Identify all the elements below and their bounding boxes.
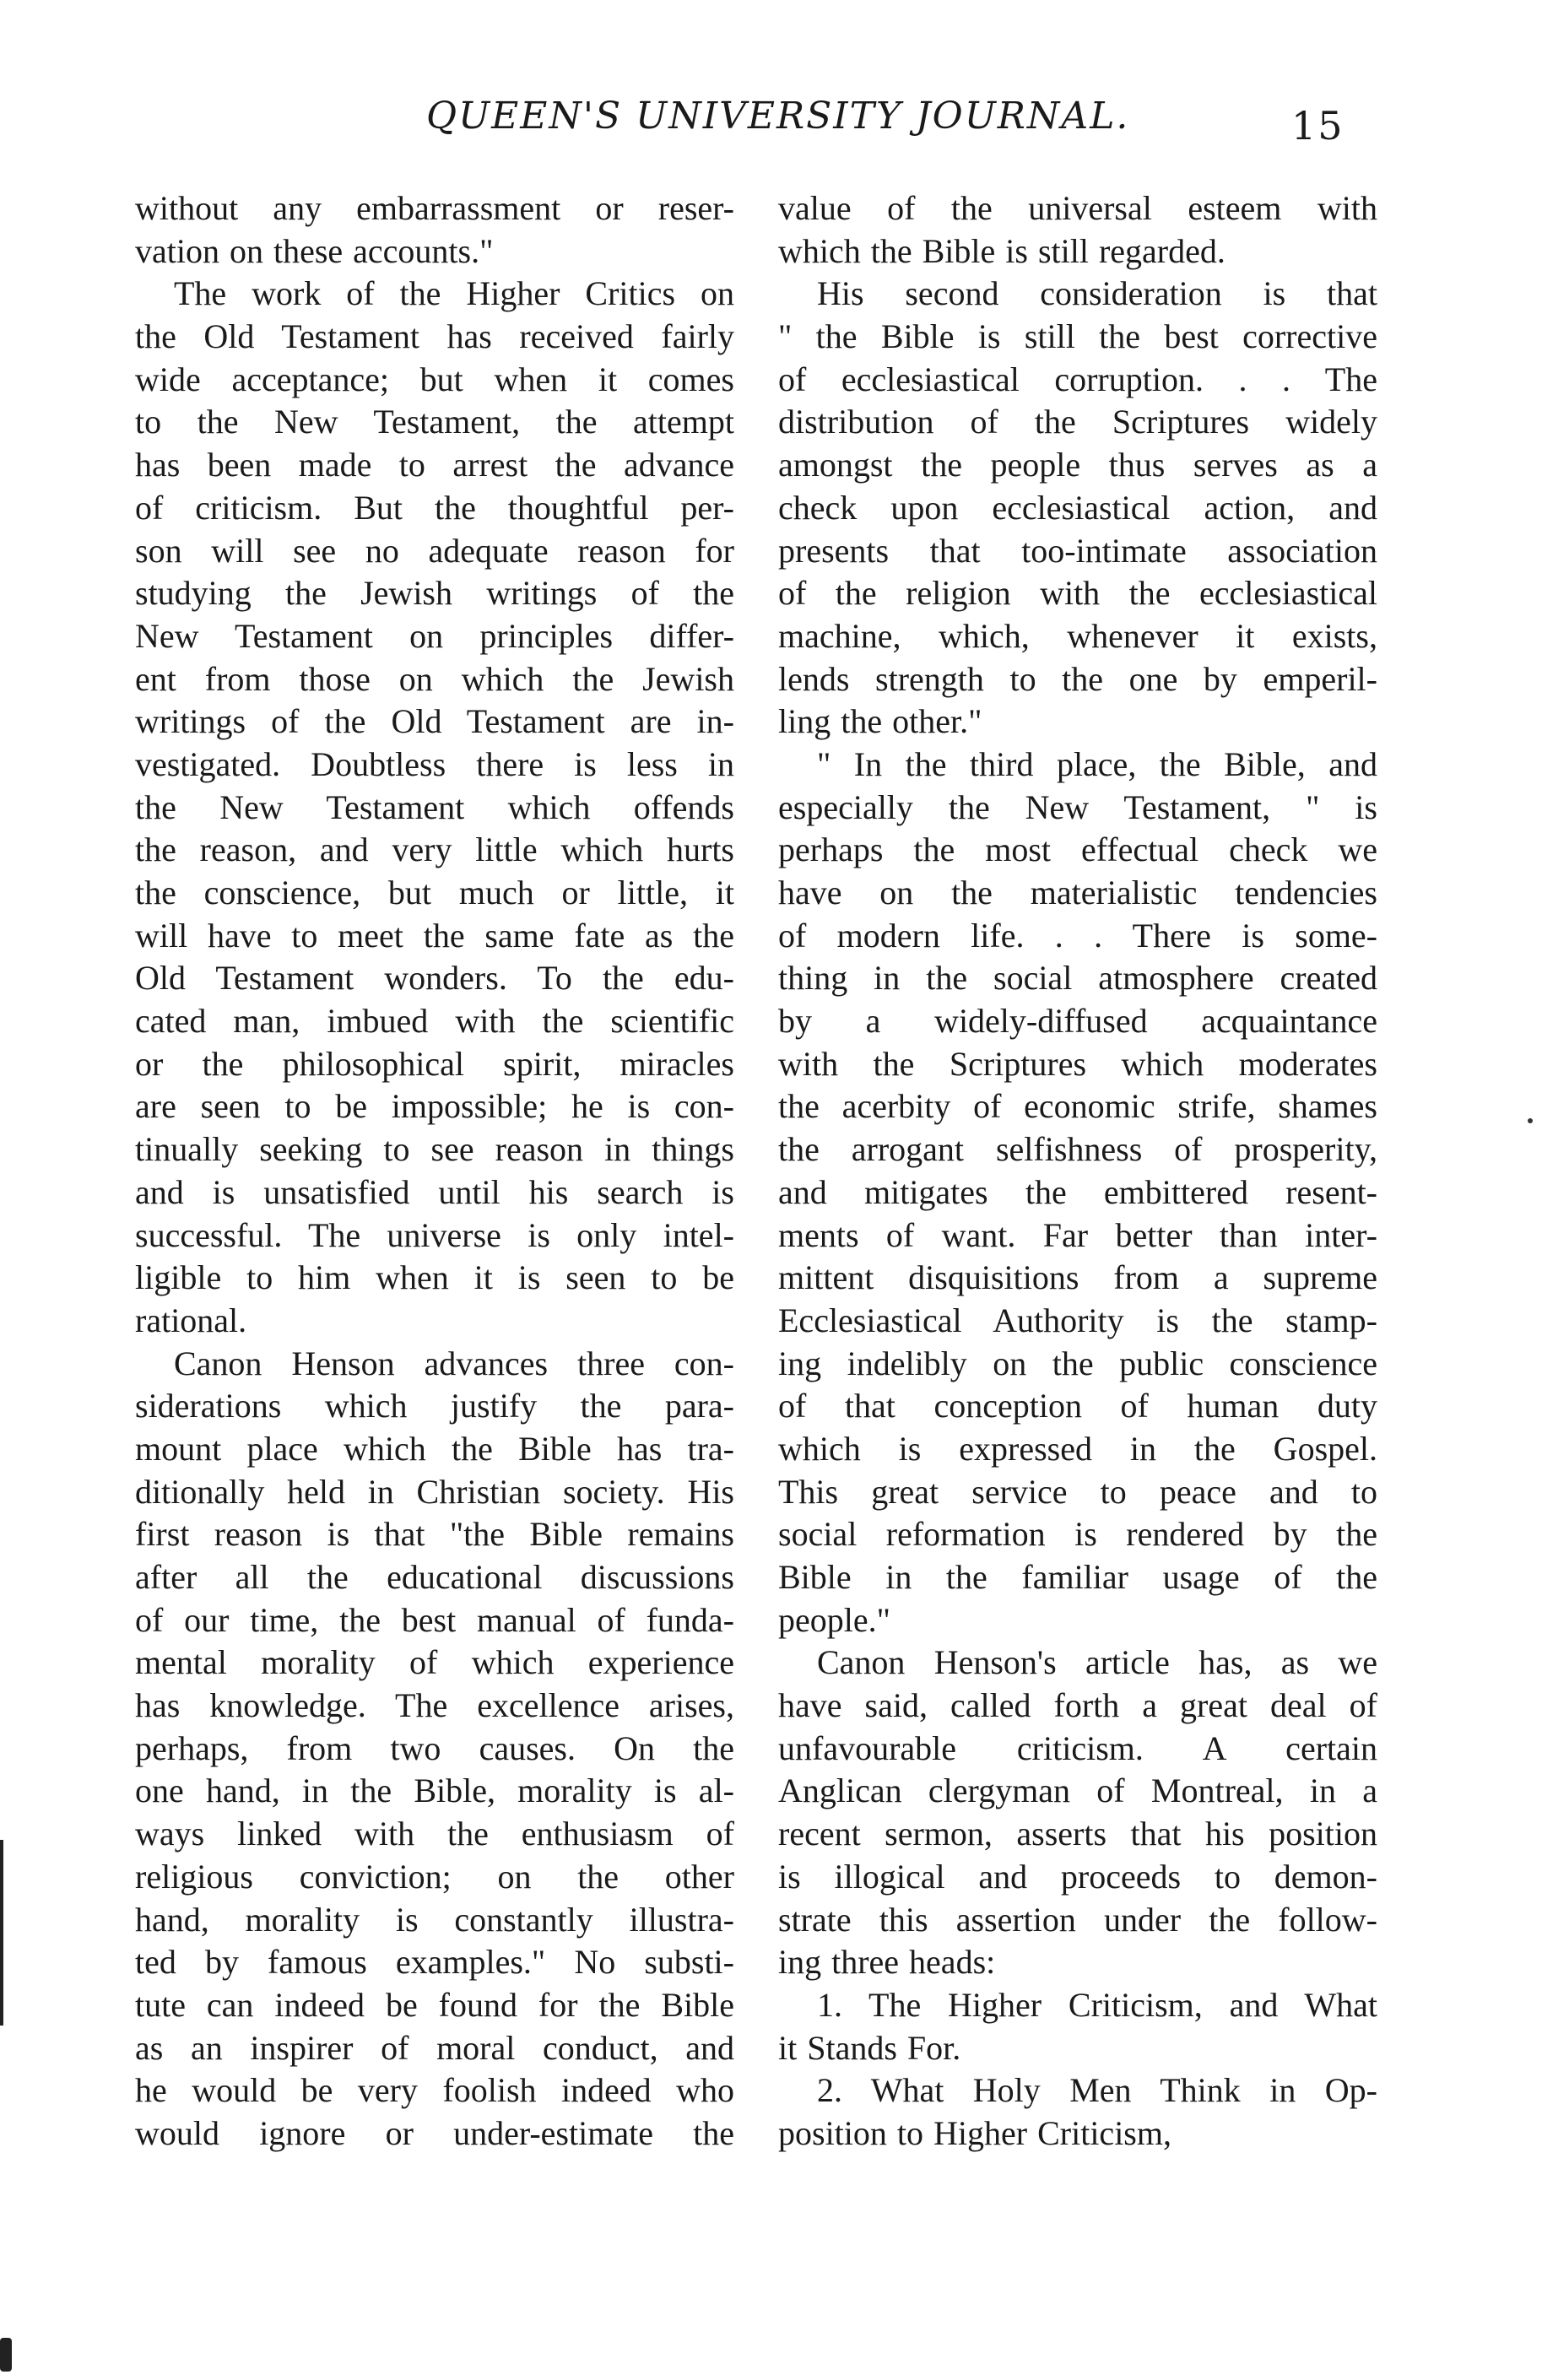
text-line: the New Testament which offends (135, 787, 734, 826)
text-line: mittent disquisitions from a supreme (778, 1258, 1377, 1297)
text-line: vation on these accounts." (135, 231, 494, 270)
text-line: perhaps, from two causes. On the (135, 1728, 734, 1767)
text-line: New Testament on principles differ- (135, 616, 734, 655)
running-head (0, 95, 1542, 162)
text-line: His second consideration is that (817, 274, 1377, 313)
text-line: social reformation is rendered by the (778, 1515, 1377, 1554)
text-line: " the Bible is still the best corrective (778, 317, 1377, 356)
text-line: hand, morality is constantly illustra- (135, 1900, 734, 1939)
text-line: recent sermon, asserts that his position (778, 1815, 1377, 1853)
text-line: ted by famous examples." No substi- (135, 1943, 734, 1982)
text-line: the acerbity of economic strife, shames (778, 1087, 1377, 1126)
text-line: " In the third place, the Bible, and (817, 744, 1377, 783)
text-line: he would be very foolish indeed who (135, 2071, 734, 2110)
text-line: Canon Henson's article has, as we (817, 1643, 1377, 1682)
text-line: have said, called forth a great deal of (778, 1686, 1377, 1725)
text-line: is illogical and proceeds to demon- (778, 1857, 1377, 1896)
text-line: siderations which justify the para- (135, 1387, 734, 1425)
text-line: machine, which, whenever it exists, (778, 616, 1377, 655)
text-line: ing three heads: (778, 1943, 996, 1982)
text-line: unfavourable criticism. A certain (778, 1728, 1377, 1767)
text-line: 1. The Higher Criticism, and What (817, 1985, 1377, 2024)
text-line: tinually seeking to see reason in things (135, 1130, 734, 1169)
text-line: presents that too-intimate association (778, 531, 1377, 570)
margin-speck (1528, 1118, 1533, 1123)
text-line: after all the educational discussions (135, 1558, 734, 1596)
text-line: 2. What Holy Men Think in Op- (817, 2071, 1377, 2110)
text-line: especially the New Testament, " is (778, 787, 1377, 826)
text-line: first reason is that "the Bible remains (135, 1515, 734, 1554)
text-line: Ecclesiastical Authority is the stamp- (778, 1301, 1377, 1339)
text-line: of modern life. . . There is some- (778, 916, 1377, 955)
text-line: without any embarrassment or reser- (135, 189, 734, 227)
text-line: ments of want. Far better than inter- (778, 1215, 1377, 1254)
text-line: to the New Testament, the attempt (135, 403, 734, 441)
text-line: it Stands For. (778, 2028, 961, 2067)
text-line: and is unsatisfied until his search is (135, 1172, 734, 1211)
text-line: by a widely-diffused acquaintance (778, 1002, 1377, 1041)
text-line: lends strength to the one by emperil- (778, 659, 1377, 698)
page-number: 15 (1291, 103, 1345, 149)
text-line: ent from those on which the Jewish (135, 659, 734, 698)
corner-smudge (0, 2338, 12, 2372)
text-line: or the philosophical spirit, miracles (135, 1044, 734, 1083)
text-line: amongst the people thus serves as a (778, 446, 1377, 484)
text-line: one hand, in the Bible, morality is al- (135, 1771, 734, 1810)
text-line: ligible to him when it is seen to be (135, 1258, 734, 1297)
text-line: which the Bible is still regarded. (778, 231, 1225, 270)
text-line: would ignore or under-estimate the (135, 2113, 734, 2152)
text-line: and mitigates the embittered resent- (778, 1172, 1377, 1211)
binding-edge-mark (0, 1840, 3, 2026)
text-line: tute can indeed be found for the Bible (135, 1985, 734, 2024)
text-line: has knowledge. The excellence arises, (135, 1686, 734, 1725)
text-line: of that conception of human duty (778, 1387, 1377, 1425)
text-line: of ecclesiastical corruption. . . The (778, 360, 1377, 398)
text-line: perhaps the most effectual check we (778, 830, 1377, 869)
text-line: ways linked with the enthusiasm of (135, 1815, 734, 1853)
text-line: of criticism. But the thoughtful per- (135, 488, 734, 527)
text-line: mental morality of which experience (135, 1643, 734, 1682)
text-line: strate this assertion under the follow- (778, 1900, 1377, 1939)
text-line: has been made to arrest the advance (135, 446, 734, 484)
text-line: are seen to be impossible; he is con- (135, 1087, 734, 1126)
journal-title: QUEEN'S UNIVERSITY JOURNAL. (426, 95, 1130, 138)
text-line: which is expressed in the Gospel. (778, 1429, 1377, 1468)
text-line: religious conviction; on the other (135, 1857, 734, 1896)
text-line: the reason, and very little which hurts (135, 830, 734, 869)
text-line: ling the other." (778, 702, 982, 741)
text-line: position to Higher Criticism, (778, 2113, 1171, 2152)
text-line: vestigated. Doubtless there is less in (135, 744, 734, 783)
text-line: The work of the Higher Critics on (174, 274, 734, 313)
text-line: rational. (135, 1301, 247, 1339)
text-line: Anglican clergyman of Montreal, in a (778, 1771, 1377, 1810)
text-line: thing in the social atmosphere created (778, 959, 1377, 998)
text-line: as an inspirer of moral conduct, and (135, 2028, 734, 2067)
text-line: writings of the Old Testament are in- (135, 702, 734, 741)
text-line: will have to meet the same fate as the (135, 916, 734, 955)
text-line: ditionally held in Christian society. His (135, 1472, 734, 1511)
text-line: of the religion with the ecclesiastical (778, 574, 1377, 613)
text-line: value of the universal esteem with (778, 189, 1377, 227)
text-line: the arrogant selfishness of prosperity, (778, 1130, 1377, 1169)
text-line: distribution of the Scriptures widely (778, 403, 1377, 441)
text-line: Canon Henson advances three con- (174, 1344, 734, 1382)
text-line: wide acceptance; but when it comes (135, 360, 734, 398)
text-line: the conscience, but much or little, it (135, 874, 734, 911)
right-column (778, 187, 1377, 2156)
text-line: studying the Jewish writings of the (135, 574, 734, 613)
text-line: This great service to peace and to (778, 1472, 1377, 1511)
text-line: son will see no adequate reason for (135, 531, 734, 570)
text-line: the Old Testament has received fairly (135, 317, 734, 356)
text-line: have on the materialistic tendencies (778, 874, 1377, 911)
text-line: with the Scriptures which moderates (778, 1044, 1377, 1083)
text-line: mount place which the Bible has tra- (135, 1429, 734, 1468)
text-line: check upon ecclesiastical action, and (778, 488, 1377, 527)
text-line: ing indelibly on the public conscience (778, 1344, 1377, 1382)
text-line: of our time, the best manual of funda- (135, 1600, 734, 1639)
text-line: Bible in the familiar usage of the (778, 1558, 1377, 1596)
text-line: people." (778, 1600, 890, 1639)
text-line: cated man, imbued with the scientific (135, 1002, 734, 1041)
text-line: successful. The universe is only intel- (135, 1215, 734, 1254)
text-line: Old Testament wonders. To the edu- (135, 959, 734, 998)
left-column (135, 187, 734, 2156)
